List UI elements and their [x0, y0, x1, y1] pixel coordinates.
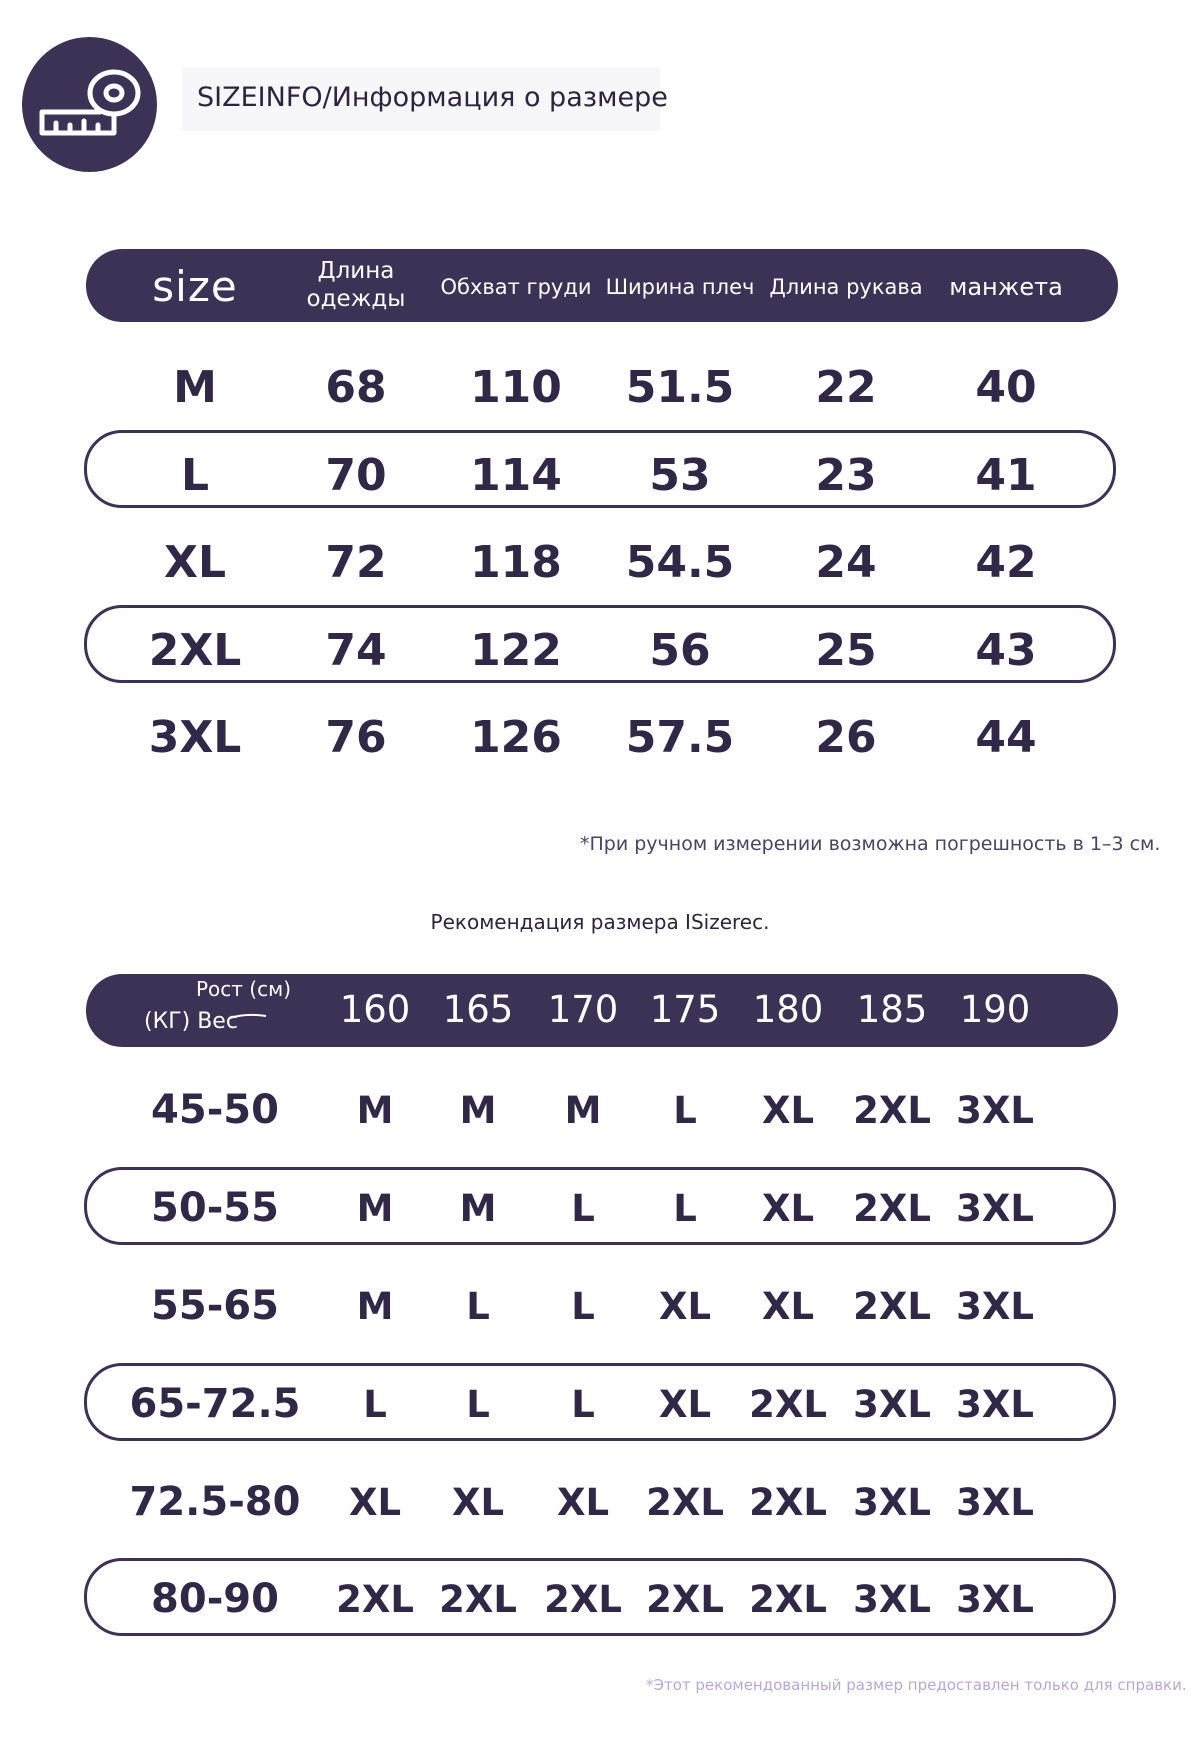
size-value: 72: [325, 537, 387, 588]
header-length-line1: Длина: [317, 258, 395, 284]
size-value: 74: [325, 625, 387, 676]
recommended-size: 2XL: [749, 1481, 827, 1524]
size-value: 70: [325, 450, 387, 501]
header-length: [307, 257, 406, 313]
weight-range: 72.5-80: [129, 1479, 301, 1525]
size-value: 56: [649, 625, 711, 676]
recommended-size: 2XL: [336, 1578, 414, 1621]
recommended-size: M: [356, 1089, 394, 1132]
height-header: 185: [856, 988, 928, 1031]
weight-range: 65-72.5: [129, 1381, 301, 1427]
height-label: Рост (см): [196, 977, 291, 1001]
recommended-size: XL: [761, 1187, 815, 1230]
recommended-size: XL: [761, 1089, 815, 1132]
weight-range: 55-65: [151, 1283, 279, 1329]
recommended-size: L: [673, 1187, 697, 1230]
size-label: M: [173, 362, 217, 413]
tape-measure-icon: [36, 63, 144, 145]
size-value: 25: [815, 625, 877, 676]
recommended-size: 2XL: [646, 1481, 724, 1524]
recommended-size: M: [459, 1187, 497, 1230]
size-value: 118: [470, 537, 562, 588]
size-table-header: [86, 249, 1118, 322]
size-value: 114: [470, 450, 562, 501]
recommended-size: XL: [348, 1481, 402, 1524]
size-value: 24: [815, 537, 877, 588]
header-cuff: манжета: [949, 273, 1063, 301]
recommended-size: 3XL: [853, 1578, 931, 1621]
recommended-size: L: [466, 1285, 490, 1328]
header-shoulder: Ширина плеч: [605, 275, 755, 299]
size-value: 53: [649, 450, 711, 501]
size-value: 51.5: [625, 362, 735, 413]
size-value: 44: [975, 712, 1037, 763]
recommended-size: L: [571, 1187, 595, 1230]
size-value: 41: [975, 450, 1037, 501]
size-value: 54.5: [625, 537, 735, 588]
recommendation-title: Рекомендация размера ISizerec.: [430, 910, 770, 934]
recommended-size: M: [356, 1285, 394, 1328]
recommended-size: 3XL: [956, 1578, 1034, 1621]
size-value: 26: [815, 712, 877, 763]
diagonal-divider: [228, 1012, 268, 1022]
recommended-size: 2XL: [749, 1383, 827, 1426]
recommended-size: L: [571, 1383, 595, 1426]
recommended-size: 2XL: [853, 1285, 931, 1328]
size-value: 43: [975, 625, 1037, 676]
header-sleeve: Длина рукава: [769, 275, 923, 299]
recommended-size: 3XL: [956, 1285, 1034, 1328]
size-value: 110: [470, 362, 562, 413]
size-value: 57.5: [625, 712, 735, 763]
measurement-note: *При ручном измерении возможна погрешность в 1–3 см.: [580, 833, 1161, 855]
recommended-size: XL: [658, 1383, 712, 1426]
height-header: 170: [547, 988, 619, 1031]
height-header: 190: [959, 988, 1031, 1031]
recommended-size: 2XL: [439, 1578, 517, 1621]
recommended-size: 2XL: [749, 1578, 827, 1621]
recommended-size: 3XL: [853, 1383, 931, 1426]
recommended-size: M: [564, 1089, 602, 1132]
size-value: 42: [975, 537, 1037, 588]
size-value: 76: [325, 712, 387, 763]
size-label: L: [180, 450, 210, 501]
weight-label: (КГ) Вес: [144, 1009, 238, 1034]
recommended-size: 3XL: [956, 1089, 1034, 1132]
recommended-size: XL: [761, 1285, 815, 1328]
recommended-size: XL: [451, 1481, 505, 1524]
weight-range: 45-50: [151, 1087, 279, 1133]
recommended-size: 2XL: [646, 1578, 724, 1621]
weight-range: 50-55: [151, 1185, 279, 1231]
logo-badge: [22, 37, 157, 172]
height-header: 180: [752, 988, 824, 1031]
recommended-size: M: [356, 1187, 394, 1230]
recommended-size: 3XL: [853, 1481, 931, 1524]
recommended-size: 3XL: [956, 1383, 1034, 1426]
size-label: 2XL: [148, 625, 242, 676]
height-header: 160: [339, 988, 411, 1031]
recommended-size: XL: [556, 1481, 610, 1524]
header-size: size: [152, 262, 238, 311]
size-value: 40: [975, 362, 1037, 413]
height-header: 165: [442, 988, 514, 1031]
recommended-size: L: [363, 1383, 387, 1426]
size-value: 122: [470, 625, 562, 676]
size-value: 68: [325, 362, 387, 413]
recommended-size: 3XL: [956, 1481, 1034, 1524]
recommended-size: M: [459, 1089, 497, 1132]
recommended-size: L: [673, 1089, 697, 1132]
header-length-line2: одежды: [306, 286, 406, 312]
recommended-size: 3XL: [956, 1187, 1034, 1230]
page-title: SIZEINFO/Информация о размере: [197, 82, 668, 113]
size-label: XL: [164, 537, 226, 588]
recommended-size: L: [466, 1383, 490, 1426]
recommendation-table-header: [86, 974, 1118, 1047]
disclaimer-note: *Этот рекомендованный размер предоставлен только для справки.: [646, 1676, 1187, 1694]
size-row-outline: [84, 430, 1116, 508]
height-header: 175: [649, 988, 721, 1031]
recommended-size: 2XL: [853, 1187, 931, 1230]
recommended-size: L: [571, 1285, 595, 1328]
size-value: 22: [815, 362, 877, 413]
recommended-size: XL: [658, 1285, 712, 1328]
size-value: 23: [815, 450, 877, 501]
size-value: 126: [470, 712, 562, 763]
recommended-size: 2XL: [544, 1578, 622, 1621]
recommended-size: 2XL: [853, 1089, 931, 1132]
header-chest: Обхват груди: [440, 275, 592, 299]
size-label: 3XL: [148, 712, 242, 763]
weight-range: 80-90: [151, 1576, 279, 1622]
